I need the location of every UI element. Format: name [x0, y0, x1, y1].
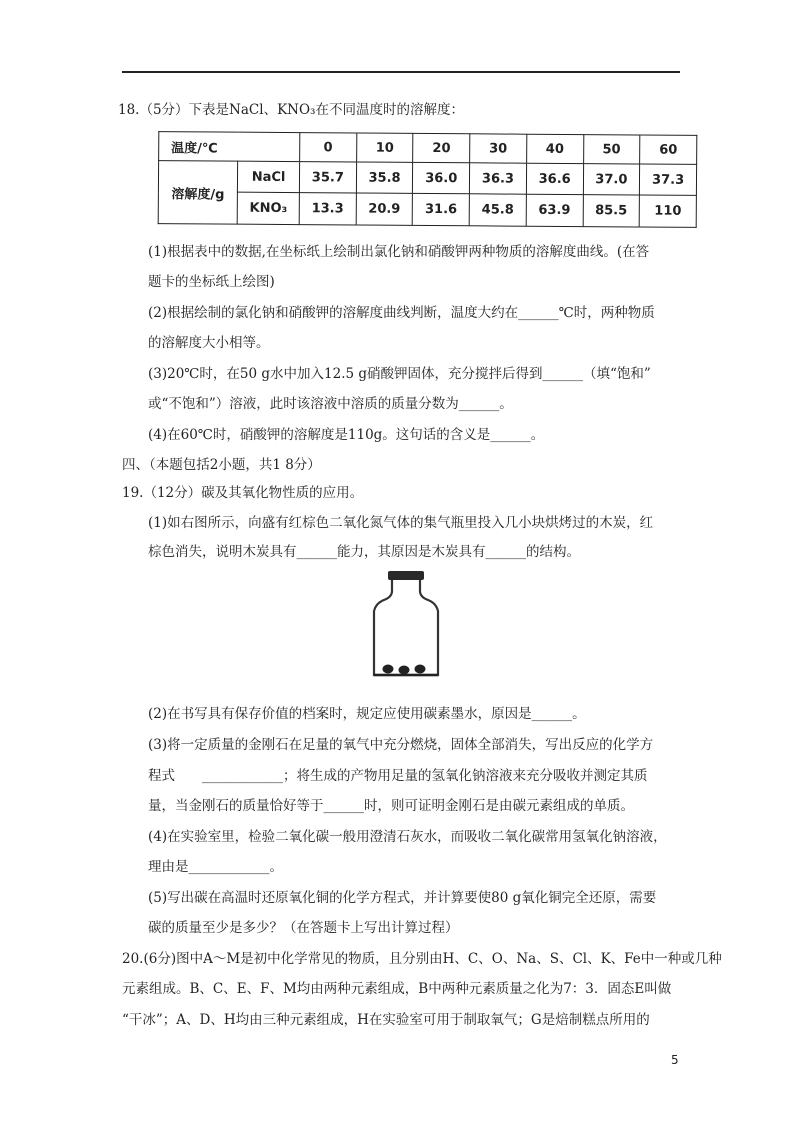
row-name-kno3: KNO₃	[237, 192, 299, 224]
q20-line2: 元素组成。B、C、E、F、M均由两种元素组成，B中两种元素质量之化为7：3．固态E叫做	[122, 981, 672, 997]
q18-part3-line2: 或“不饱和”）溶液，此时该溶液中溶质的质量分数为______。	[148, 396, 513, 412]
q18-part1-line1: (1)根据表中的数据,在坐标纸上绘制出氯化钠和硝酸钾两种物质的溶解度曲线。(在答	[148, 244, 650, 260]
q18-part2-line2: 的溶解度大小相等。	[148, 335, 270, 351]
q18-part1-line2: 题卡的坐标纸上绘图)	[148, 274, 275, 290]
temp-cell: 40	[526, 134, 583, 163]
temp-cell: 20	[413, 133, 470, 162]
table-cell: 36.3	[470, 163, 527, 194]
q20-line3: “干冰”；A、D、H均由三种元素组成，H在实验室可用于制取氧气；G是焙制糕点所用的	[122, 1012, 650, 1028]
temp-cell: 30	[470, 134, 527, 163]
table-cell: 63.9	[526, 194, 583, 226]
q19-part1-line2: 棕色消失，说明木炭具有______能力，其原因是木炭具有______的结构。	[148, 544, 580, 560]
q18-title: 18.（5分）下表是NaCl、KNO₃在不同温度时的溶解度：	[118, 102, 464, 118]
q19-part3-line3: 量，当金刚石的质量恰好等于______时，则可证明金刚石是由碳元素组成的单质。	[148, 798, 634, 814]
solubility-table	[158, 131, 698, 228]
q20-line1: 20.(6分)图中A～M是初中化学常见的物质，且分别由H、C、O、Na、S、Cl、K、Fe中一种或几种	[122, 951, 722, 967]
table-cell: 35.8	[356, 162, 413, 193]
q19-part4-line1: (4)在实验室里，检验二氧化碳一般用澄清石灰水，而吸收二氧化碳常用氢氧化钠溶液，	[148, 829, 667, 845]
q19-part5-line2: 碳的质量至少是多少？（在答题卡上写出计算过程）	[148, 920, 459, 936]
table-cell: 36.6	[526, 163, 583, 194]
table-cell: 85.5	[583, 195, 640, 227]
temp-cell: 50	[583, 135, 640, 164]
section-heading: 四、（本题包括2小题，共1 8分）	[122, 457, 321, 473]
table-cell: 37.0	[583, 164, 640, 195]
table-cell: 36.0	[413, 162, 470, 193]
q19-part3-line1: (3)将一定质量的金刚石在足量的氧气中充分燃烧，固体全部消失，写出反应的化学方	[148, 737, 654, 753]
q19-part2: (2)在书写具有保存价值的档案时，规定应使用碳素墨水，原因是______。	[148, 706, 586, 722]
gas-bottle-illustration	[366, 569, 446, 681]
solubility-header: 溶解度/g	[158, 161, 238, 225]
q19-part4-line2: 理由是____________。	[148, 859, 283, 875]
q19-part5-line1: (5)写出碳在高温时还原氧化铜的化学方程式，并计算要使80 g氧化铜完全还原，需要	[148, 890, 657, 906]
q19-title: 19.（12分）碳及其氧化物性质的应用。	[122, 485, 364, 501]
table-cell: 110	[639, 195, 696, 227]
table-cell: 37.3	[640, 164, 697, 195]
temp-header: 温度/℃	[159, 132, 300, 162]
table-cell: 13.3	[299, 193, 356, 225]
row-name-nacl: NaCl	[238, 161, 300, 192]
q18-part3-line1: (3)20℃时，在50 g水中加入12.5 g硝酸钾固体，充分搅拌后得到______（填“饱和”	[148, 366, 651, 382]
table-cell: 31.6	[413, 193, 470, 225]
q19-part1-line1: (1)如右图所示，向盛有红棕色二氧化氮气体的集气瓶里投入几小块烘烤过的木炭，红	[148, 515, 654, 531]
table-cell: 20.9	[356, 193, 413, 225]
q18-part4: (4)在60℃时，硝酸钾的溶解度是110g。这句话的含义是______。	[148, 427, 545, 443]
temp-cell: 60	[640, 135, 697, 164]
page-number: 5	[671, 1053, 679, 1067]
table-cell: 35.7	[299, 162, 356, 193]
table-cell: 45.8	[469, 194, 526, 226]
temp-cell: 0	[300, 133, 357, 162]
q19-part3-line2: 程式 ____________；将生成的产物用足量的氢氧化钠溶液来充分吸收并测定其质	[148, 768, 648, 784]
temp-cell: 10	[356, 133, 413, 162]
header-rule	[122, 71, 680, 73]
q18-part2-line1: (2)根据绘制的氯化钠和硝酸钾的溶解度曲线判断，温度大约在______℃时，两种物质	[148, 305, 655, 321]
